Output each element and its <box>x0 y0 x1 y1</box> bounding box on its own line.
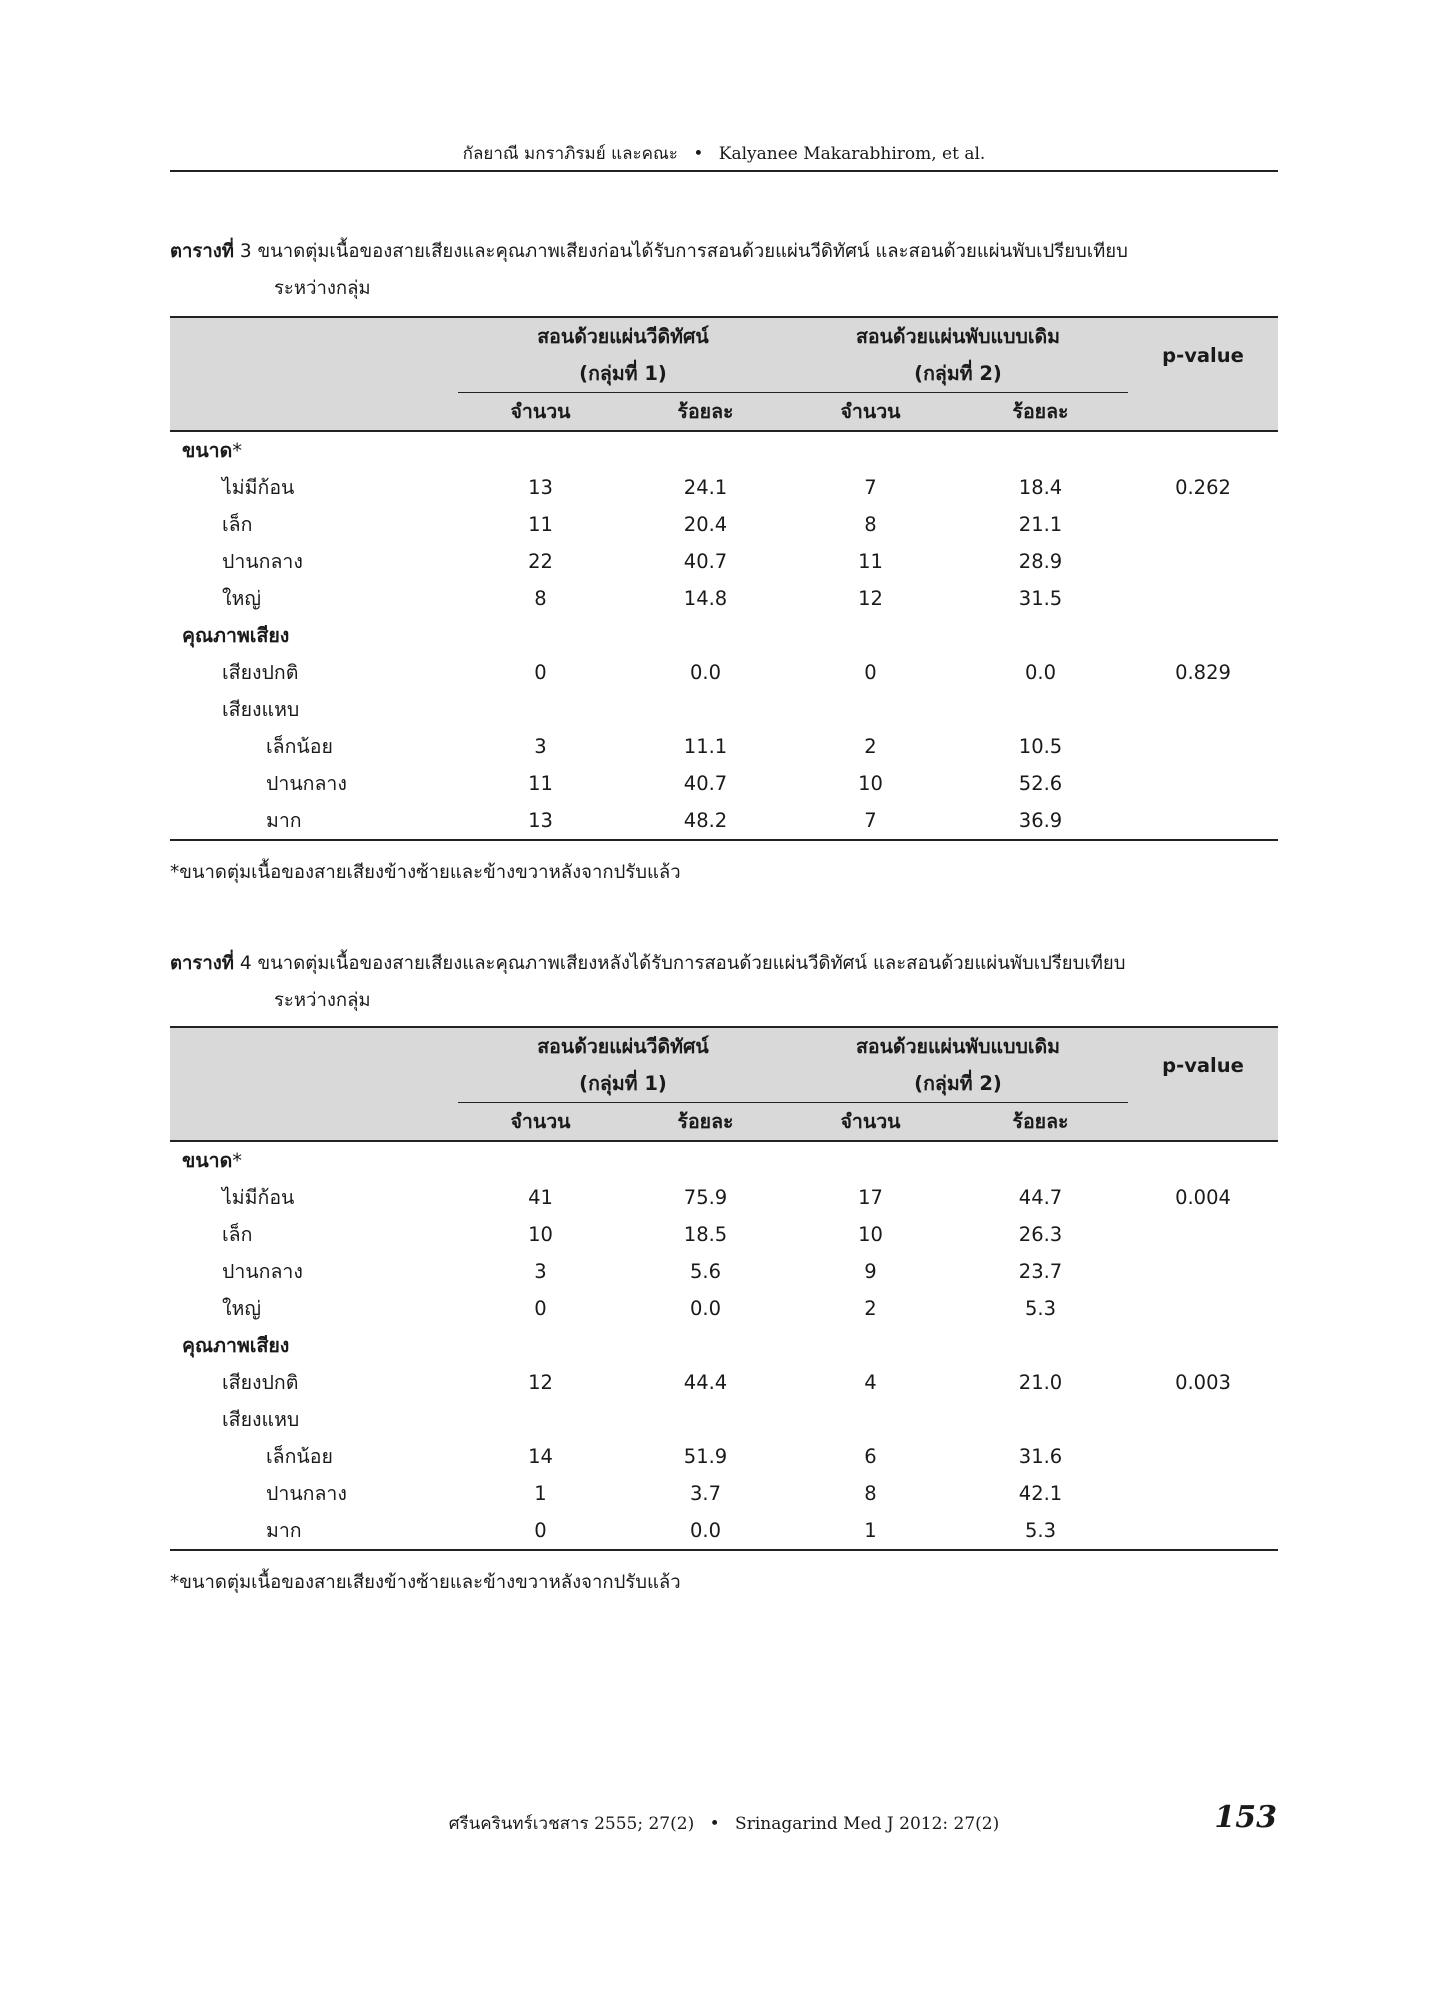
row-label: ปานกลาง <box>222 1260 303 1283</box>
cell-count-g1: 3 <box>534 735 547 758</box>
table3-pvalue-header: p-value <box>1128 317 1278 393</box>
cell-percent-g1: 40.7 <box>683 550 728 573</box>
table4-group1-subheader: (กลุ่มที่ 1) <box>458 1065 788 1103</box>
table4-size-asterisk: * <box>232 1149 243 1172</box>
row-label: เสียงแหบ <box>222 698 300 721</box>
row-label: เล็ก <box>222 1223 253 1246</box>
cell-pvalue <box>1128 580 1278 617</box>
header-rule <box>170 170 1278 172</box>
table4-header-blank <box>170 1027 458 1065</box>
cell-percent-g1: 40.7 <box>683 772 728 795</box>
cell-count-g1: 0 <box>458 1512 623 1550</box>
table4-size-label: ขนาด <box>182 1149 233 1172</box>
table4-group1-header: สอนด้วยแผ่นวีดิทัศน์ <box>458 1027 788 1065</box>
row-label: เล็กน้อย <box>266 1445 333 1468</box>
cell-percent-g2: 31.6 <box>1018 1445 1063 1468</box>
header-authors-thai: กัลยาณี มกราภิรมย์ และคณะ <box>462 144 678 164</box>
table4-caption-line2: ระหว่างกลุ่ม <box>274 990 371 1011</box>
cell-count-g1: 12 <box>528 1371 553 1394</box>
cell-count-g2: 9 <box>864 1260 877 1283</box>
table4-col-count-1: จำนวน <box>458 1103 623 1142</box>
table-row <box>170 1475 1278 1512</box>
table4-col-percent-1: ร้อยละ <box>623 1103 788 1142</box>
cell-percent-g2: 52.6 <box>1018 772 1063 795</box>
cell-percent-g1: 24.1 <box>683 476 728 499</box>
cell-percent-g1: 5.6 <box>689 1260 721 1283</box>
cell-pvalue <box>1128 543 1278 580</box>
cell-count-g2: 2 <box>864 1297 877 1320</box>
row-label: เสียงแหบ <box>222 1408 300 1431</box>
table3-col-count-1: จำนวน <box>458 393 623 432</box>
table-row <box>170 728 1278 765</box>
table4-group2-subheader: (กลุ่มที่ 2) <box>788 1065 1128 1103</box>
table4-group2-header: สอนด้วยแผ่นพับแบบเดิม <box>788 1027 1128 1065</box>
table4-col-count-2: จำนวน <box>788 1103 953 1142</box>
cell-percent-g1: 51.9 <box>683 1445 728 1468</box>
row-label: เสียงปกติ <box>222 661 299 684</box>
table-row <box>170 1401 1278 1438</box>
table-row <box>170 765 1278 802</box>
table-row <box>170 1438 1278 1475</box>
table-row <box>170 469 1278 506</box>
cell-percent-g1: 48.2 <box>623 802 788 840</box>
cell-count-g2: 17 <box>858 1186 883 1209</box>
table-row <box>170 691 1278 728</box>
row-label: ใหญ่ <box>222 587 261 610</box>
cell-percent-g1: 0.0 <box>689 1297 721 1320</box>
cell-count-g1: 1 <box>534 1482 547 1505</box>
table3-section-quality <box>170 617 1278 654</box>
table4-pvalue-header: p-value <box>1128 1027 1278 1103</box>
cell-count-g1: 0 <box>534 661 547 684</box>
cell-percent-g2: 5.3 <box>953 1512 1128 1550</box>
cell-percent-g1: 75.9 <box>683 1186 728 1209</box>
cell-percent-g1: 11.1 <box>683 735 728 758</box>
table3-caption-number: 3 <box>233 241 258 262</box>
cell-count-g1: 0 <box>534 1297 547 1320</box>
cell-pvalue <box>1128 1253 1278 1290</box>
cell-pvalue <box>1128 506 1278 543</box>
cell-percent-g1: 20.4 <box>683 513 728 536</box>
cell-count-g2: 8 <box>864 1482 877 1505</box>
cell-count-g2: 6 <box>864 1445 877 1468</box>
cell-count-g1: 10 <box>528 1223 553 1246</box>
table-row <box>170 1364 1278 1401</box>
cell-pvalue <box>1128 1290 1278 1327</box>
table3-group1-header: สอนด้วยแผ่นวีดิทัศน์ <box>458 317 788 355</box>
cell-percent-g2: 28.9 <box>1018 550 1063 573</box>
cell-count-g2: 10 <box>858 1223 883 1246</box>
table-row <box>170 1253 1278 1290</box>
table-row <box>170 1179 1278 1216</box>
table4-section-quality <box>170 1327 1278 1364</box>
cell-percent-g2: 26.3 <box>1018 1223 1063 1246</box>
header-authors-english: Kalyanee Makarabhirom, et al. <box>718 144 986 164</box>
cell-count-g2: 2 <box>864 735 877 758</box>
cell-count-g1: 13 <box>458 802 623 840</box>
cell-count-g1: 11 <box>528 772 553 795</box>
cell-count-g2: 1 <box>788 1512 953 1550</box>
cell-percent-g2: 31.5 <box>1018 587 1063 610</box>
table3-caption-line2: ระหว่างกลุ่ม <box>274 278 371 299</box>
table4-caption-text: ขนาดตุ่มเนื้อของสายเสียงและคุณภาพเสียงหลังได้รับการสอนด้วยแผ่นวีดิทัศน์ และสอนด้วยแผ่นพับเปรียบเทียบ <box>257 953 1126 974</box>
cell-percent-g2: 42.1 <box>1018 1482 1063 1505</box>
table3-quality-label: คุณภาพเสียง <box>182 624 290 647</box>
table3-caption-label: ตารางที่ <box>170 241 234 262</box>
table3-col-count-2: จำนวน <box>788 393 953 432</box>
row-label: มาก <box>170 802 458 840</box>
table4-footnote: *ขนาดตุ่มเนื้อของสายเสียงข้างซ้ายและข้างขวาหลังจากปรับแล้ว <box>170 1572 681 1593</box>
cell-count-g1: 14 <box>528 1445 553 1468</box>
table3-footnote: *ขนาดตุ่มเนื้อของสายเสียงข้างซ้ายและข้างขวาหลังจากปรับแล้ว <box>170 862 681 883</box>
cell-percent-g1: 3.7 <box>689 1482 721 1505</box>
table3-group2-header: สอนด้วยแผ่นพับแบบเดิม <box>788 317 1128 355</box>
footer-journal-english: Srinagarind Med J 2012: 27(2) <box>735 1814 1000 1834</box>
table4-caption <box>170 945 1278 1019</box>
cell-percent-g1: 0.0 <box>623 1512 788 1550</box>
row-label: มาก <box>170 1512 458 1550</box>
row-label: ใหญ่ <box>222 1297 261 1320</box>
row-label: ไม่มีก้อน <box>222 476 295 499</box>
cell-count-g2: 7 <box>864 476 877 499</box>
cell-count-g2: 11 <box>858 550 883 573</box>
row-label: เสียงปกติ <box>222 1371 299 1394</box>
running-header <box>170 140 1278 167</box>
cell-count-g1: 13 <box>528 476 553 499</box>
table-row <box>170 1216 1278 1253</box>
cell-count-g2: 0 <box>864 661 877 684</box>
page-number: 153 <box>1214 1800 1277 1835</box>
table3-caption-text: ขนาดตุ่มเนื้อของสายเสียงและคุณภาพเสียงก่อนได้รับการสอนด้วยแผ่นวีดิทัศน์ และสอนด้วยแผ่นพับเปรียบเทียบ <box>257 241 1128 262</box>
cell-percent-g2: 10.5 <box>1018 735 1063 758</box>
cell-percent-g1: 44.4 <box>683 1371 728 1394</box>
cell-percent-g2: 44.7 <box>1018 1186 1063 1209</box>
cell-percent-g2: 21.1 <box>1018 513 1063 536</box>
cell-count-g1: 3 <box>534 1260 547 1283</box>
table3-header-blank <box>170 317 458 355</box>
cell-count-g1: 22 <box>528 550 553 573</box>
row-label: ปานกลาง <box>266 772 347 795</box>
cell-pvalue: 0.262 <box>1175 476 1231 499</box>
cell-count-g1: 8 <box>534 587 547 610</box>
cell-pvalue <box>1128 1216 1278 1253</box>
row-label: เล็กน้อย <box>266 735 333 758</box>
table4-section-size <box>170 1141 1278 1179</box>
row-label: ปานกลาง <box>266 1482 347 1505</box>
table3-size-asterisk: * <box>232 439 243 462</box>
cell-count-g2: 7 <box>788 802 953 840</box>
cell-count-g2: 12 <box>858 587 883 610</box>
table3-group2-subheader: (กลุ่มที่ 2) <box>788 355 1128 393</box>
table3 <box>170 316 1278 841</box>
cell-percent-g2: 21.0 <box>1018 1371 1063 1394</box>
row-label: เล็ก <box>222 513 253 536</box>
table4-quality-label: คุณภาพเสียง <box>182 1334 290 1357</box>
row-label: ไม่มีก้อน <box>222 1186 295 1209</box>
cell-percent-g1: 0.0 <box>689 661 721 684</box>
table3-group1-subheader: (กลุ่มที่ 1) <box>458 355 788 393</box>
running-footer <box>170 1810 1278 1837</box>
table-row <box>170 1512 1278 1550</box>
cell-pvalue: 0.829 <box>1175 661 1231 684</box>
table-row <box>170 802 1278 840</box>
cell-pvalue: 0.004 <box>1175 1186 1231 1209</box>
table4-caption-label: ตารางที่ <box>170 953 234 974</box>
table3-caption <box>170 233 1278 307</box>
cell-percent-g2: 5.3 <box>1024 1297 1056 1320</box>
table4-col-percent-2: ร้อยละ <box>953 1103 1128 1142</box>
table-row <box>170 654 1278 691</box>
footer-separator: • <box>709 1814 720 1834</box>
footer-journal-thai: ศรีนครินทร์เวชสาร 2555; 27(2) <box>448 1814 695 1834</box>
table-row <box>170 543 1278 580</box>
table3-col-percent-2: ร้อยละ <box>953 393 1128 432</box>
table4 <box>170 1026 1278 1551</box>
cell-percent-g2: 36.9 <box>953 802 1128 840</box>
cell-percent-g2: 18.4 <box>1018 476 1063 499</box>
table4-caption-number: 4 <box>233 953 258 974</box>
cell-count-g1: 41 <box>528 1186 553 1209</box>
table3-section-size <box>170 431 1278 469</box>
table-row <box>170 1290 1278 1327</box>
table3-size-label: ขนาด <box>182 439 233 462</box>
row-label: ปานกลาง <box>222 550 303 573</box>
cell-pvalue: 0.003 <box>1175 1371 1231 1394</box>
cell-percent-g1: 14.8 <box>683 587 728 610</box>
cell-percent-g2: 0.0 <box>1024 661 1056 684</box>
table-row <box>170 506 1278 543</box>
cell-percent-g2: 23.7 <box>1018 1260 1063 1283</box>
cell-count-g2: 8 <box>864 513 877 536</box>
cell-percent-g1: 18.5 <box>683 1223 728 1246</box>
cell-count-g2: 4 <box>864 1371 877 1394</box>
table-row <box>170 580 1278 617</box>
table3-col-percent-1: ร้อยละ <box>623 393 788 432</box>
cell-count-g1: 11 <box>528 513 553 536</box>
header-separator: • <box>693 144 704 164</box>
cell-count-g2: 10 <box>858 772 883 795</box>
